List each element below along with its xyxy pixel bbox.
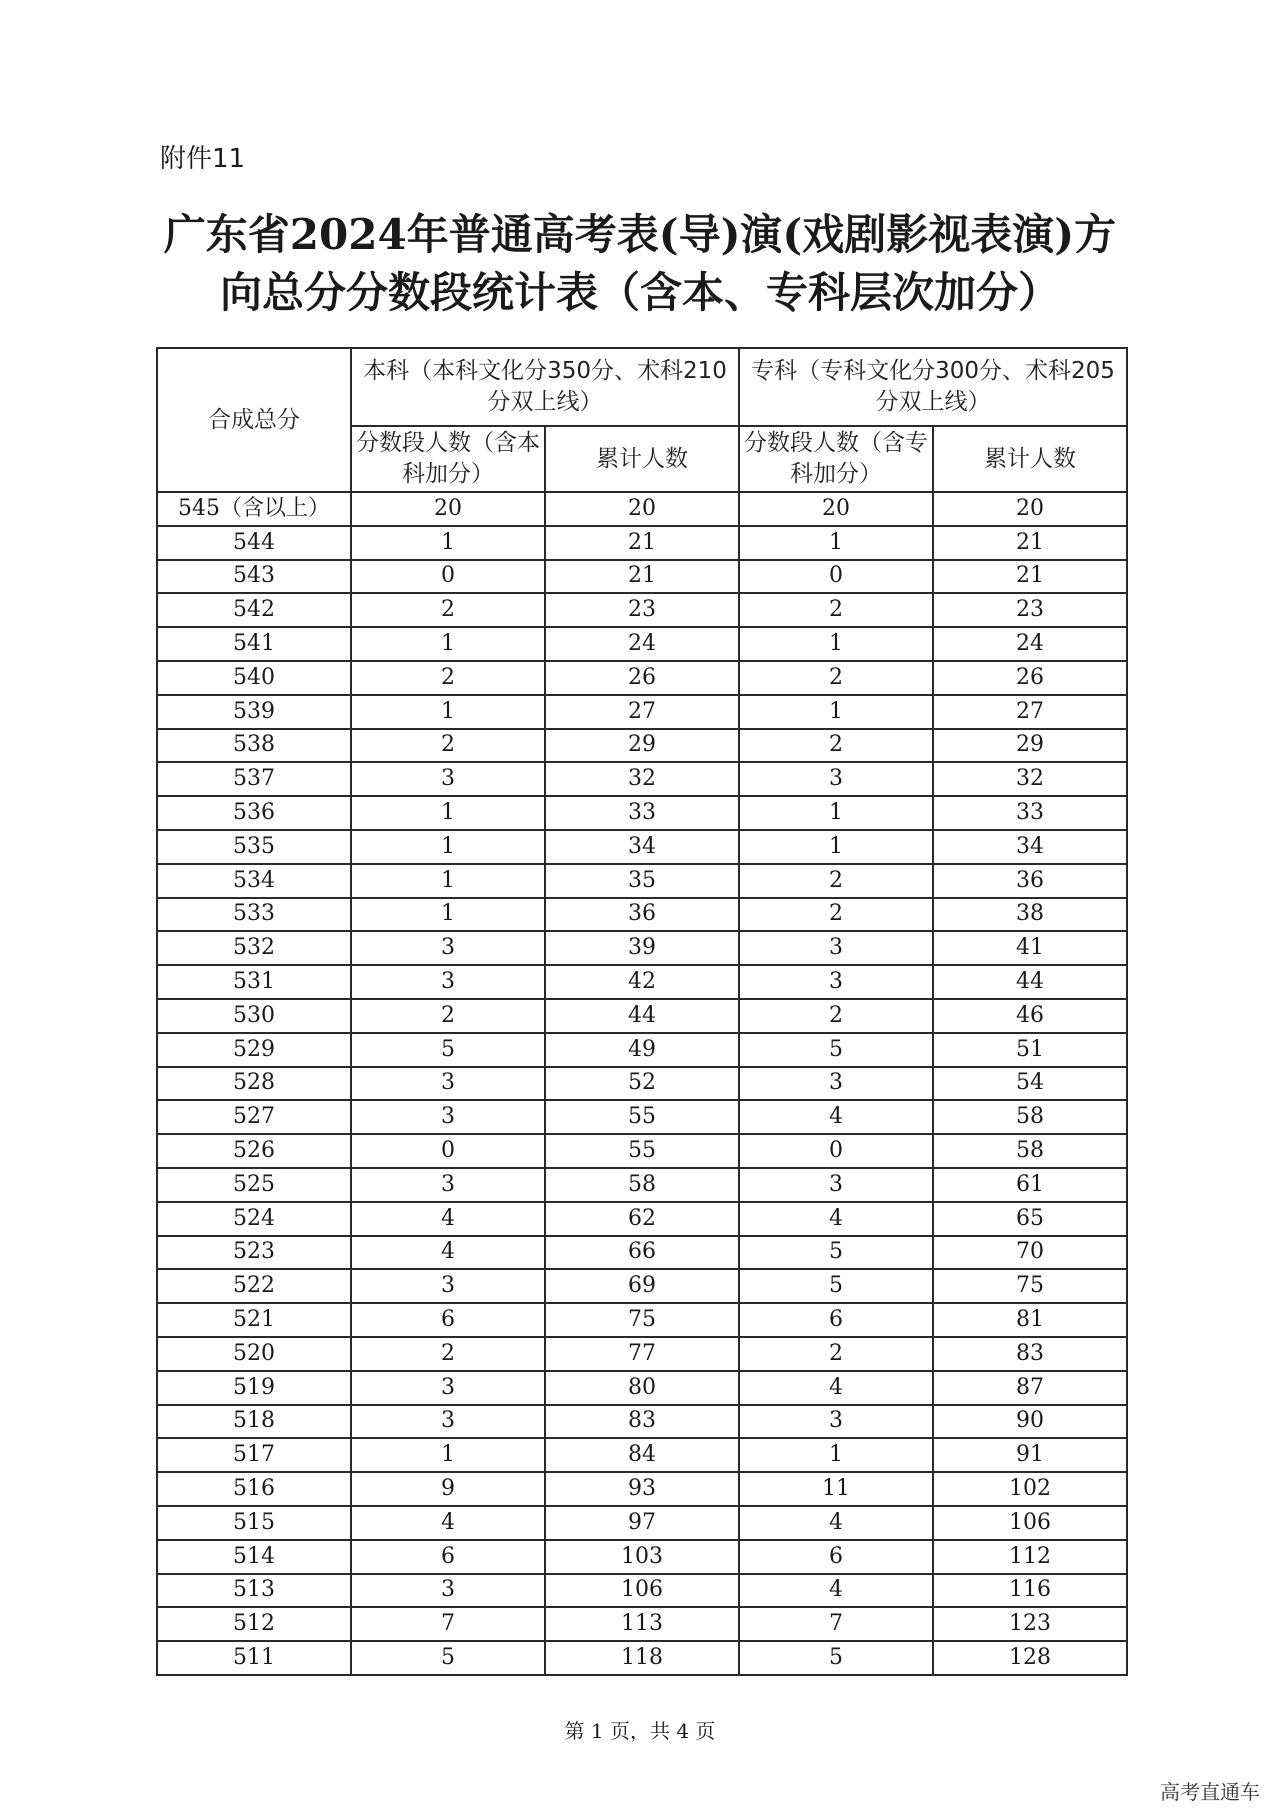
undergrad-count-cell: 2 — [351, 593, 545, 627]
score-cell: 523 — [157, 1236, 351, 1270]
undergrad-cumulative-cell: 58 — [545, 1168, 739, 1202]
table-row — [157, 661, 1127, 695]
undergrad-cumulative-cell: 83 — [545, 1405, 739, 1439]
table-row — [157, 931, 1127, 965]
junior-cumulative-cell: 102 — [933, 1472, 1127, 1506]
score-cell: 543 — [157, 560, 351, 594]
junior-cumulative-cell: 112 — [933, 1540, 1127, 1574]
junior-count-cell: 3 — [739, 931, 933, 965]
undergrad-count-cell: 1 — [351, 796, 545, 830]
score-cell: 544 — [157, 526, 351, 560]
score-cell: 530 — [157, 999, 351, 1033]
undergrad-count-cell: 2 — [351, 661, 545, 695]
watermark: 高考直通车 — [1160, 1780, 1260, 1804]
score-cell: 534 — [157, 864, 351, 898]
table-row — [157, 1100, 1127, 1134]
undergrad-cumulative-cell: 52 — [545, 1067, 739, 1101]
junior-count-cell: 3 — [739, 762, 933, 796]
undergrad-count-cell: 1 — [351, 830, 545, 864]
junior-cumulative-cell: 21 — [933, 560, 1127, 594]
score-cell: 516 — [157, 1472, 351, 1506]
junior-count-cell: 0 — [739, 1134, 933, 1168]
junior-count-cell: 1 — [739, 830, 933, 864]
junior-cumulative-cell: 61 — [933, 1168, 1127, 1202]
junior-cumulative-cell: 106 — [933, 1506, 1127, 1540]
junior-count-cell: 1 — [739, 627, 933, 661]
undergrad-cumulative-cell: 77 — [545, 1337, 739, 1371]
table-row — [157, 1236, 1127, 1270]
table-row — [157, 864, 1127, 898]
score-cell: 532 — [157, 931, 351, 965]
undergrad-cumulative-cell: 75 — [545, 1303, 739, 1337]
junior-count-cell: 3 — [739, 1067, 933, 1101]
table-row — [157, 695, 1127, 729]
score-cell: 522 — [157, 1269, 351, 1303]
junior-cumulative-cell: 123 — [933, 1607, 1127, 1641]
junior-cumulative-cell: 87 — [933, 1371, 1127, 1405]
junior-count-cell: 2 — [739, 729, 933, 763]
undergrad-cumulative-cell: 55 — [545, 1134, 739, 1168]
table-row — [157, 1641, 1127, 1675]
undergrad-count-cell: 1 — [351, 864, 545, 898]
junior-cumulative-cell: 81 — [933, 1303, 1127, 1337]
undergrad-cumulative-cell: 97 — [545, 1506, 739, 1540]
undergrad-count-cell: 2 — [351, 1337, 545, 1371]
undergrad-count-cell: 4 — [351, 1236, 545, 1270]
undergrad-count-cell: 2 — [351, 999, 545, 1033]
junior-count-cell: 5 — [739, 1641, 933, 1675]
page-title — [150, 206, 1130, 322]
score-cell: 539 — [157, 695, 351, 729]
table-row — [157, 898, 1127, 932]
score-cell: 535 — [157, 830, 351, 864]
score-cell: 536 — [157, 796, 351, 830]
undergrad-cumulative-cell: 80 — [545, 1371, 739, 1405]
undergrad-count-cell: 3 — [351, 931, 545, 965]
table-row — [157, 1168, 1127, 1202]
junior-cumulative-cell: 91 — [933, 1438, 1127, 1472]
undergrad-count-cell: 3 — [351, 965, 545, 999]
table-row — [157, 965, 1127, 999]
junior-cumulative-cell: 54 — [933, 1067, 1127, 1101]
undergrad-count-cell: 0 — [351, 560, 545, 594]
junior-count-cell: 5 — [739, 1269, 933, 1303]
table-row — [157, 1472, 1127, 1506]
junior-cumulative-cell: 75 — [933, 1269, 1127, 1303]
undergrad-count-cell: 3 — [351, 1067, 545, 1101]
score-header: 合成总分 — [157, 348, 351, 492]
undergrad-cumulative-cell: 29 — [545, 729, 739, 763]
junior-cumulative-cell: 23 — [933, 593, 1127, 627]
junior-count-cell: 4 — [739, 1574, 933, 1608]
undergrad-cumulative-cell: 66 — [545, 1236, 739, 1270]
junior-cumulative-cell: 58 — [933, 1100, 1127, 1134]
undergrad-count-cell: 3 — [351, 1405, 545, 1439]
undergrad-count-cell: 3 — [351, 1100, 545, 1134]
undergrad-cumulative-cell: 39 — [545, 931, 739, 965]
junior-count-cell: 7 — [739, 1607, 933, 1641]
score-cell: 545（含以上） — [157, 492, 351, 526]
score-cell: 511 — [157, 1641, 351, 1675]
undergrad-count-cell: 3 — [351, 1269, 545, 1303]
table-row — [157, 999, 1127, 1033]
undergrad-count-cell: 2 — [351, 729, 545, 763]
junior-cumulative-cell: 41 — [933, 931, 1127, 965]
undergrad-count-cell: 1 — [351, 695, 545, 729]
undergrad-count-cell: 5 — [351, 1641, 545, 1675]
junior-cumulative-cell: 90 — [933, 1405, 1127, 1439]
junior-count-cell: 1 — [739, 526, 933, 560]
junior-cumulative-cell: 36 — [933, 864, 1127, 898]
title-line-1: 广东省2024年普通高考表(导)演(戏剧影视表演)方 — [163, 210, 1117, 259]
table-row — [157, 526, 1127, 560]
junior-cumulative-cell: 21 — [933, 526, 1127, 560]
undergrad-count-cell: 3 — [351, 1371, 545, 1405]
score-cell: 540 — [157, 661, 351, 695]
junior-cumulative-cell: 27 — [933, 695, 1127, 729]
junior-count-cell: 4 — [739, 1202, 933, 1236]
table-row — [157, 1540, 1127, 1574]
undergrad-cumulative-cell: 24 — [545, 627, 739, 661]
junior-count-cell: 5 — [739, 1236, 933, 1270]
score-cell: 515 — [157, 1506, 351, 1540]
score-cell: 517 — [157, 1438, 351, 1472]
junior-count-cell: 11 — [739, 1472, 933, 1506]
table-row — [157, 1337, 1127, 1371]
junior-count-cell: 5 — [739, 1033, 933, 1067]
table-row — [157, 796, 1127, 830]
junior-cumulative-cell: 26 — [933, 661, 1127, 695]
table-row — [157, 1134, 1127, 1168]
table-row — [157, 1574, 1127, 1608]
table-row — [157, 1269, 1127, 1303]
undergrad-cumulative-cell: 26 — [545, 661, 739, 695]
undergrad-count-cell: 7 — [351, 1607, 545, 1641]
undergrad-cumulative-cell: 32 — [545, 762, 739, 796]
junior-count-cell: 2 — [739, 898, 933, 932]
undergrad-cumulative-cell: 27 — [545, 695, 739, 729]
junior-cumulative-cell: 128 — [933, 1641, 1127, 1675]
junior-cumulative-cell: 116 — [933, 1574, 1127, 1608]
undergrad-count-cell: 1 — [351, 526, 545, 560]
score-cell: 528 — [157, 1067, 351, 1101]
junior-count-cell: 2 — [739, 593, 933, 627]
undergrad-cumulative-cell: 84 — [545, 1438, 739, 1472]
undergrad-cumulative-header: 累计人数 — [545, 426, 739, 492]
undergrad-cumulative-cell: 113 — [545, 1607, 739, 1641]
score-cell: 527 — [157, 1100, 351, 1134]
junior-count-cell: 1 — [739, 1438, 933, 1472]
undergrad-cumulative-cell: 106 — [545, 1574, 739, 1608]
undergrad-cumulative-cell: 23 — [545, 593, 739, 627]
junior-cumulative-cell: 24 — [933, 627, 1127, 661]
score-cell: 526 — [157, 1134, 351, 1168]
junior-cumulative-cell: 29 — [933, 729, 1127, 763]
junior-header: 专科（专科文化分300分、术科205分双上线） — [739, 348, 1127, 426]
table-row — [157, 729, 1127, 763]
score-cell: 542 — [157, 593, 351, 627]
undergrad-count-cell: 4 — [351, 1202, 545, 1236]
table-row — [157, 1607, 1127, 1641]
junior-count-cell: 3 — [739, 965, 933, 999]
junior-count-cell: 2 — [739, 864, 933, 898]
junior-count-cell: 3 — [739, 1405, 933, 1439]
table-row — [157, 1506, 1127, 1540]
undergrad-cumulative-cell: 20 — [545, 492, 739, 526]
undergrad-count-cell: 1 — [351, 898, 545, 932]
junior-cumulative-cell: 38 — [933, 898, 1127, 932]
score-cell: 513 — [157, 1574, 351, 1608]
undergrad-cumulative-cell: 49 — [545, 1033, 739, 1067]
table-row — [157, 830, 1127, 864]
junior-count-cell: 20 — [739, 492, 933, 526]
score-cell: 520 — [157, 1337, 351, 1371]
undergrad-count-cell: 4 — [351, 1506, 545, 1540]
junior-count-cell: 0 — [739, 560, 933, 594]
score-cell: 537 — [157, 762, 351, 796]
junior-count-header: 分数段人数（含专科加分） — [739, 426, 933, 492]
score-table — [156, 347, 1128, 1676]
score-cell: 524 — [157, 1202, 351, 1236]
undergrad-cumulative-cell: 42 — [545, 965, 739, 999]
junior-cumulative-header: 累计人数 — [933, 426, 1127, 492]
page-footer: 第 1 页，共 4 页 — [564, 1719, 716, 1743]
score-cell: 525 — [157, 1168, 351, 1202]
junior-count-cell: 6 — [739, 1303, 933, 1337]
junior-cumulative-cell: 51 — [933, 1033, 1127, 1067]
table-row — [157, 560, 1127, 594]
undergrad-count-cell: 9 — [351, 1472, 545, 1506]
junior-count-cell: 2 — [739, 999, 933, 1033]
junior-cumulative-cell: 44 — [933, 965, 1127, 999]
undergrad-count-cell: 3 — [351, 762, 545, 796]
undergrad-cumulative-cell: 44 — [545, 999, 739, 1033]
undergrad-cumulative-cell: 33 — [545, 796, 739, 830]
undergrad-count-cell: 6 — [351, 1540, 545, 1574]
junior-count-cell: 4 — [739, 1506, 933, 1540]
table-body — [157, 492, 1127, 1675]
undergrad-cumulative-cell: 34 — [545, 830, 739, 864]
junior-count-cell: 1 — [739, 796, 933, 830]
undergrad-cumulative-cell: 62 — [545, 1202, 739, 1236]
junior-cumulative-cell: 65 — [933, 1202, 1127, 1236]
undergrad-cumulative-cell: 21 — [545, 560, 739, 594]
undergrad-count-cell: 3 — [351, 1574, 545, 1608]
table-row — [157, 1405, 1127, 1439]
undergrad-cumulative-cell: 35 — [545, 864, 739, 898]
junior-cumulative-cell: 58 — [933, 1134, 1127, 1168]
junior-count-cell: 2 — [739, 661, 933, 695]
junior-count-cell: 4 — [739, 1371, 933, 1405]
undergrad-header: 本科（本科文化分350分、术科210分双上线） — [351, 348, 739, 426]
undergrad-count-cell: 3 — [351, 1168, 545, 1202]
undergrad-cumulative-cell: 55 — [545, 1100, 739, 1134]
undergrad-cumulative-cell: 103 — [545, 1540, 739, 1574]
junior-cumulative-cell: 20 — [933, 492, 1127, 526]
score-cell: 531 — [157, 965, 351, 999]
junior-cumulative-cell: 32 — [933, 762, 1127, 796]
junior-count-cell: 6 — [739, 1540, 933, 1574]
undergrad-count-cell: 6 — [351, 1303, 545, 1337]
table-header — [157, 348, 1127, 492]
table-row — [157, 1067, 1127, 1101]
table-row — [157, 492, 1127, 526]
junior-cumulative-cell: 33 — [933, 796, 1127, 830]
table-row — [157, 1033, 1127, 1067]
undergrad-count-cell: 20 — [351, 492, 545, 526]
table-row — [157, 1303, 1127, 1337]
score-cell: 529 — [157, 1033, 351, 1067]
score-cell: 518 — [157, 1405, 351, 1439]
table-row — [157, 593, 1127, 627]
junior-cumulative-cell: 70 — [933, 1236, 1127, 1270]
table-row — [157, 1202, 1127, 1236]
score-cell: 512 — [157, 1607, 351, 1641]
junior-count-cell: 2 — [739, 1337, 933, 1371]
score-cell: 521 — [157, 1303, 351, 1337]
undergrad-cumulative-cell: 36 — [545, 898, 739, 932]
undergrad-count-cell: 1 — [351, 1438, 545, 1472]
score-cell: 538 — [157, 729, 351, 763]
title-line-2: 向总分分数段统计表（含本、专科层次加分） — [219, 268, 1060, 317]
undergrad-cumulative-cell: 21 — [545, 526, 739, 560]
undergrad-count-cell: 5 — [351, 1033, 545, 1067]
undergrad-cumulative-cell: 93 — [545, 1472, 739, 1506]
junior-cumulative-cell: 83 — [933, 1337, 1127, 1371]
score-cell: 514 — [157, 1540, 351, 1574]
undergrad-count-header: 分数段人数（含本科加分） — [351, 426, 545, 492]
table-row — [157, 1371, 1127, 1405]
junior-count-cell: 4 — [739, 1100, 933, 1134]
table-row — [157, 762, 1127, 796]
score-cell: 541 — [157, 627, 351, 661]
table-row — [157, 1438, 1127, 1472]
junior-count-cell: 1 — [739, 695, 933, 729]
undergrad-count-cell: 0 — [351, 1134, 545, 1168]
undergrad-cumulative-cell: 118 — [545, 1641, 739, 1675]
junior-count-cell: 3 — [739, 1168, 933, 1202]
score-cell: 533 — [157, 898, 351, 932]
attachment-label: 附件11 — [160, 144, 246, 174]
undergrad-count-cell: 1 — [351, 627, 545, 661]
undergrad-cumulative-cell: 69 — [545, 1269, 739, 1303]
junior-cumulative-cell: 34 — [933, 830, 1127, 864]
junior-cumulative-cell: 46 — [933, 999, 1127, 1033]
table-row — [157, 627, 1127, 661]
score-cell: 519 — [157, 1371, 351, 1405]
